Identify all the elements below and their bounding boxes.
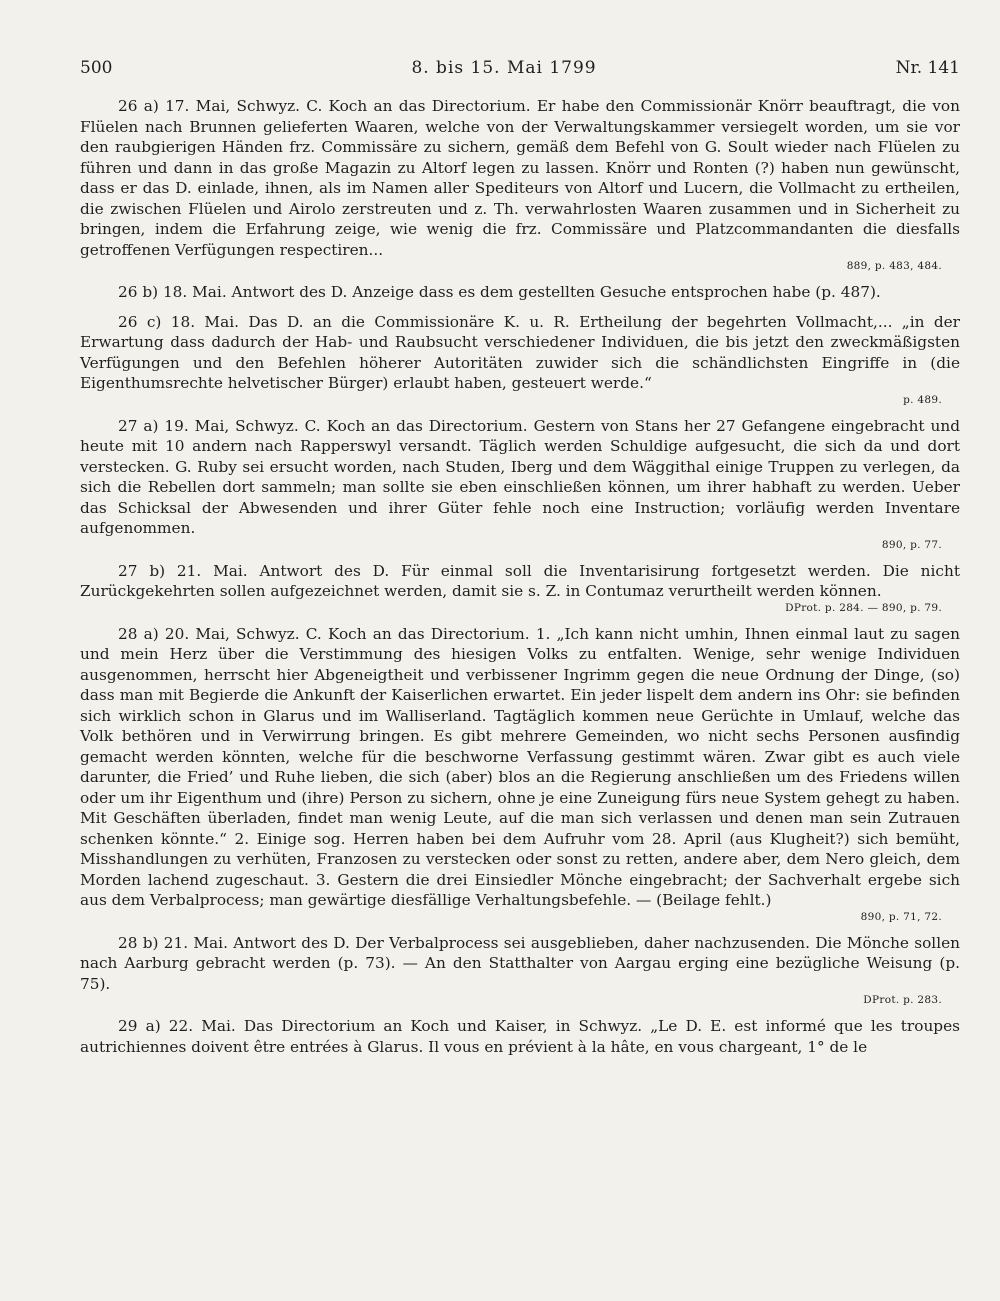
entry-reference: 890, p. 77. [881,538,942,551]
entries [80,96,960,1057]
page-header [80,58,960,92]
entry-text: 29 a) 22. Mai. Das Directorium an Koch und Kaiser, in Schwyz. „Le D. E. est informé que les troupes autrichiennes doivent être entrées à Glarus. Il vous en prévient à la hâte, en vous chargeant, 1° de le [80,1017,960,1056]
entry-text: 26 b) 18. Mai. Antwort des D. Anzeige dass es dem gestellten Gesuche entsprochen habe (p. 487). [118,283,881,301]
entry-27a [80,416,960,552]
page-number: 500 [80,58,113,78]
entry-text: 26 c) 18. Mai. Das D. an die Commissionäre K. u. R. Ertheilung der begehrten Vollmacht,... „in der Erwartung dass dadurch der Hab- und Raubsucht verschiedener Individuen, die bis jetzt den zweckmäßigsten Verfügungen und den Befehlen höherer Autoritäten zuwider sich die schändlichsten Eingriffe in (die Eigenthumsrechte helvetischer Bürger) erlaubt haben, gesteuert werde.“ [80,312,960,392]
entry-text: 27 a) 19. Mai, Schwyz. C. Koch an das Directorium. Gestern von Stans her 27 Gefangene eingebracht und heute mit 10 andern nach Rapperswyl versandt. Täglich werden Schuldige aufgesucht, die sich da und dort verstecken. G. Ruby sei ersucht worden, nach Studen, Iberg und dem Wäggithal einige Truppen zu verlegen, da sich die Rebellen dort sammeln; man sollte sie eben einschließen können, um ihrer habhaft zu werden. Ueber das Schicksal der Abwesenden und ihrer Güter fehle noch eine Instruction; vorläufig werden Inventare aufgenommen. [80,416,960,537]
entry-reference: p. 489. [903,393,942,406]
entry-27b [80,561,960,615]
entry-28a [80,624,960,924]
entry-29a [80,1016,960,1057]
entry-text: 28 a) 20. Mai, Schwyz. C. Koch an das Directorium. 1. „Ich kann nicht umhin, Ihnen einmal laut zu sagen und mein Herz über die Verstimmung des hiesigen Volks zu entfalten. Wenige, sehr wenige Individuen ausgenommen, herrscht hier Abgeneigtheit und verbissener Ingrimm gegen die neue Ordnung der Dinge, (so) dass man mit Begierde die Ankunft der Kaiserlichen erwartet. Ein jeder lispelt dem andern ins Ohr: sie befinden sich wirklich schon in Glarus und im Walliserland. Tagtäglich kommen neue Gerüchte in Umlauf, welche das Volk bethören und in Verwirrung bringen. Es gibt mehrere Gemeinden, wo nicht sechs Personen ausfindig gemacht werden könnten, welche für die beschworne Verfassung gestimmt wären. Zwar gibt es auch viele darunter, die Fried’ und Ruhe lieben, die sich (aber) blos an die Regierung anschließen um des Friedens willen oder um ihr Eigenthum und (ihre) Person zu sichern, ohne je eine Zuneigung fürs neue System gehegt zu haben. Mit Geschäften überladen, findet man wenig Leute, auf die man sich verlassen und denen man sein Zutrauen schenken könnte.“ 2. Einige sog. Herren haben bei dem Aufruhr vom 28. April (aus Klugheit?) sich bemüht, Misshandlungen zu verhüten, Franzosen zu verstecken oder sonst zu retten, andere aber, dem Nero gleich, dem Morden lachend zugeschaut. 3. Gestern die drei Einsiedler Mönche eingebracht; der Sachverhalt ergebe sich aus dem Verbalprocess; man gewärtige diesfällige Verhaltungsbefehle. — (Beilage fehlt.) [80,624,960,909]
entry-text: 28 b) 21. Mai. Antwort des D. Der Verbalprocess sei ausgeblieben, daher nachzusenden. Die Mönche sollen nach Aarburg gebracht werden (p. 73). — An den Statthalter von Aargau erging eine bezügliche Weisung (p. 75). [80,933,960,993]
date-range: 8. bis 15. Mai 1799 [411,58,597,78]
entry-26b [80,282,960,303]
entry-reference: DProt. p. 283. [863,994,942,1006]
entry-reference: 890, p. 71, 72. [860,910,942,923]
entry-26c [80,312,960,407]
entry-reference: 889, p. 483, 484. [846,260,942,272]
entry-28b [80,933,960,1008]
entry-26a [80,96,960,273]
entry-text: 27 b) 21. Mai. Antwort des D. Für einmal soll die Inventarisirung fortgesetzt werden. Die nicht Zurückgekehrten sollen aufgezeichnet werden, damit sie s. Z. in Contumaz verurtheilt werden können. [80,561,960,600]
document-number: Nr. 141 [895,58,960,78]
entry-reference: DProt. p. 284. — 890, p. 79. [785,601,942,614]
entry-text: 26 a) 17. Mai, Schwyz. C. Koch an das Directorium. Er habe den Commissionär Knörr beauftragt, die von Flüelen nach Brunnen gelieferten Waaren, welche von der Verwaltungskammer versiegelt worden, um sie vor den raubgierigen Händen frz. Commissäre zu sichern, gemäß dem Befehl von G. Soult wieder nach Flüelen zu führen und dann in das große Magazin zu Altorf legen zu lassen. Knörr und Ronten (?) haben nun gewünscht, dass er das D. einlade, ihnen, als im Namen aller Spediteurs von Altorf und Lucern, die Vollmacht zu ertheilen, die zwischen Flüelen und Airolo zerstreuten und z. Th. verwahrlosten Waaren zusammen und in Sicherheit zu bringen, indem die Erfahrung zeige, wie wenig die frz. Commissäre und Platzcommandanten die diesfalls getroffenen Verfügungen respectiren... [80,97,960,259]
